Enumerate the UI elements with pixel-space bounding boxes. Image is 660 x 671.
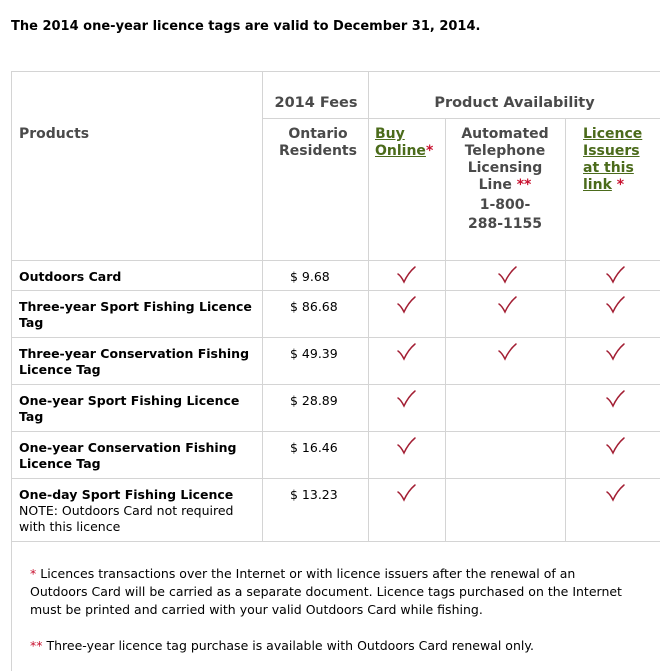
phone-line-header xyxy=(451,126,559,234)
checkmark-icon xyxy=(497,296,517,314)
product-name xyxy=(19,269,255,285)
product-name xyxy=(19,440,255,472)
fees-table xyxy=(11,71,660,671)
buy-online-mark: * xyxy=(425,143,434,159)
product-name-text: One-year Conservation Fishing Licence Tag xyxy=(19,440,237,471)
checkmark-icon xyxy=(605,296,625,314)
checkmark-icon xyxy=(396,343,416,361)
product-name-text: Outdoors Card xyxy=(19,269,122,284)
checkmark-icon xyxy=(605,390,625,408)
checkmark-icon xyxy=(396,484,416,502)
phone-number: 1-800-288-1155 xyxy=(468,197,542,232)
buy-online-header xyxy=(375,126,439,160)
checkmark-icon xyxy=(605,437,625,455)
issuers-mark: * xyxy=(616,177,625,193)
footnote-1-text: Licences transactions over the Internet or with licence issuers after the renewal of an Outdoors Card will be carried as a separate document. Licence tags purchased on the Internet must be printed and carried with your valid Outdoors Card while fishing. xyxy=(30,566,622,617)
availability-header: Product Availability xyxy=(434,95,595,111)
buy-online-link[interactable]: Buy Online xyxy=(375,126,426,159)
product-name xyxy=(19,346,255,378)
checkmark-icon xyxy=(396,437,416,455)
issuers-header xyxy=(583,126,647,194)
issuers-link[interactable]: Licence Issuers at this link xyxy=(583,126,643,193)
phone-line-mark: ** xyxy=(516,177,532,193)
footnote-2 xyxy=(30,637,630,655)
checkmark-icon xyxy=(396,390,416,408)
product-price: $ 86.68 xyxy=(290,299,338,314)
checkmark-icon xyxy=(497,266,517,284)
product-price: $ 9.68 xyxy=(290,269,330,284)
product-name xyxy=(19,299,255,331)
product-name xyxy=(19,393,255,425)
footnote-1 xyxy=(30,565,630,619)
product-name-text: One-day Sport Fishing Licence xyxy=(19,487,234,502)
residents-header: Ontario Residents xyxy=(279,126,357,159)
checkmark-icon xyxy=(605,266,625,284)
checkmark-icon xyxy=(605,484,625,502)
validity-note: The 2014 one-year licence tags are valid to December 31, 2014. xyxy=(11,19,481,34)
checkmark-icon xyxy=(396,266,416,284)
product-price: $ 13.23 xyxy=(290,487,338,502)
product-name-text: One-year Sport Fishing Licence Tag xyxy=(19,393,240,424)
product-name-text: Three-year Sport Fishing Licence Tag xyxy=(19,299,252,330)
product-name xyxy=(19,487,255,535)
footnote-2-text: Three-year licence tag purchase is available with Outdoors Card renewal only. xyxy=(46,638,534,653)
product-note: NOTE: Outdoors Card not required with this licence xyxy=(19,503,234,534)
products-header: Products xyxy=(19,126,90,142)
product-price: $ 16.46 xyxy=(290,440,338,455)
product-name-text: Three-year Conservation Fishing Licence Tag xyxy=(19,346,250,377)
product-price: $ 28.89 xyxy=(290,393,338,408)
footnote-1-mark: * xyxy=(30,566,37,581)
checkmark-icon xyxy=(605,343,625,361)
phone-line-label: Automated Telephone Licensing Line xyxy=(461,126,549,193)
footnote-2-mark: ** xyxy=(30,638,43,653)
checkmark-icon xyxy=(396,296,416,314)
product-price: $ 49.39 xyxy=(290,346,338,361)
fees-year-header: 2014 Fees xyxy=(274,95,358,111)
checkmark-icon xyxy=(497,343,517,361)
